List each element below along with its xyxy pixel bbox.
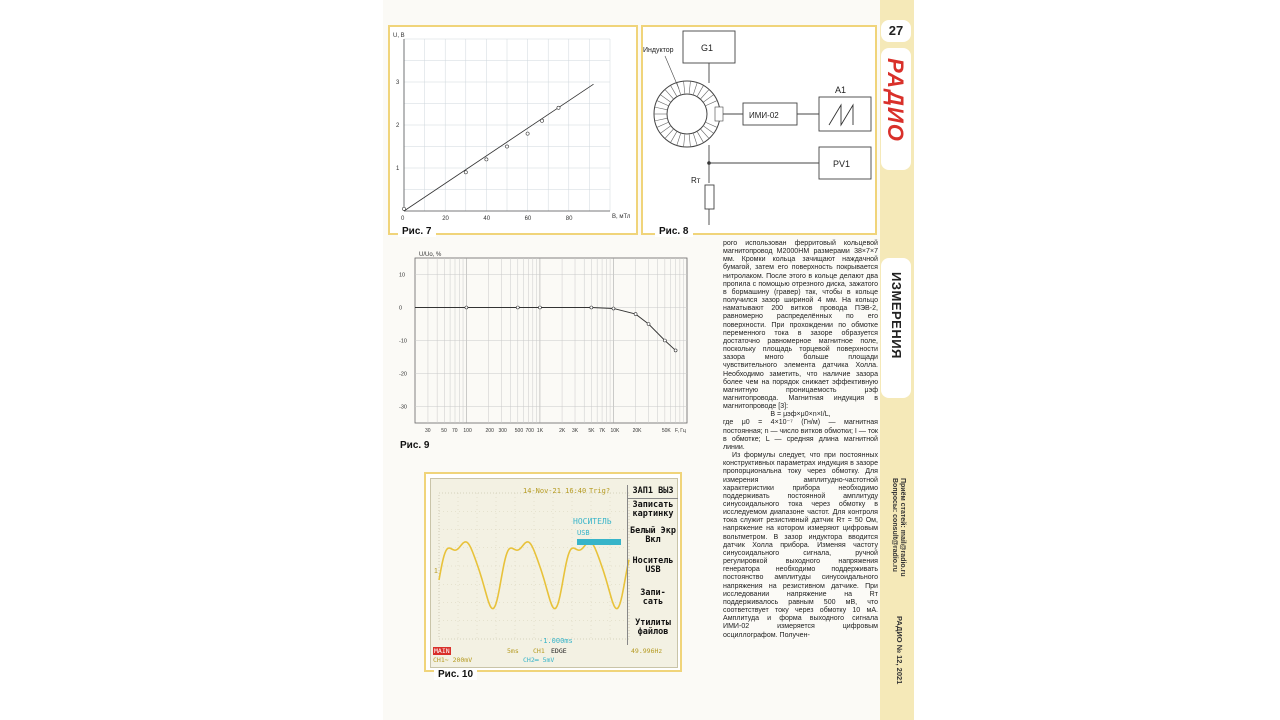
winding-turn [700, 129, 709, 139]
winding-turn [671, 85, 678, 96]
rt-resistor [705, 185, 714, 209]
fig7-point [485, 158, 488, 161]
winding-turn [693, 83, 697, 95]
winding-turn [657, 101, 669, 106]
side-stripe [880, 0, 914, 720]
fig10-caption: Рис. 10 [434, 669, 477, 680]
osc-menu-save-picture-l1: Записать [632, 500, 674, 510]
section-badge [881, 258, 911, 398]
fig9-caption: Рис. 9 [400, 440, 430, 451]
fig7-y-tick: 1 [396, 166, 400, 172]
osc-ch2-scale: CH2═ 5mV [523, 656, 555, 664]
osc-menu-white-screen-l1: Белый Экр [629, 526, 677, 536]
inductor-label: Индуктор [643, 47, 674, 54]
issue-label: РАДИО № 12, 2021 [895, 616, 904, 685]
fig9-x-tick: 3K [572, 428, 579, 434]
osc-menu-write-l1: Запи- [640, 588, 666, 598]
fig9-point [647, 323, 650, 326]
fig9-x-tick: 700 [525, 428, 534, 434]
fig7-ylabel: U, В [393, 33, 405, 39]
osc-overlay-time: -1.000ms [539, 637, 573, 645]
osc-menu-write[interactable] [628, 589, 678, 607]
osc-edge: EDGE [551, 647, 567, 655]
winding-turn [660, 95, 671, 103]
fig7-point [540, 119, 543, 122]
fig9-point [465, 306, 468, 309]
osc-menu-save-picture-l2: картинку [632, 509, 674, 519]
fig7-x-tick: 40 [483, 216, 491, 222]
fig9-point [674, 349, 677, 352]
page-number-badge [881, 20, 911, 42]
fig9-x-tick: 7K [599, 428, 606, 434]
fig7-fit-line [404, 84, 594, 211]
fig9-x-tick: 5K [588, 428, 595, 434]
osc-trig: Trig? [589, 487, 611, 495]
winding-turn [671, 131, 678, 142]
fig9-point [516, 306, 519, 309]
fig7-point [464, 171, 467, 174]
winding-turn [684, 81, 685, 94]
winding-turn [657, 122, 669, 127]
fig8-circuit [643, 27, 875, 233]
osc-timebase: 5ms [507, 647, 519, 655]
fig7-point [402, 207, 405, 210]
fig9-y-tick: -30 [399, 404, 407, 411]
winding-turn [689, 134, 690, 147]
section-title: ИЗМЕРЕНИЯ [889, 272, 904, 359]
article-paragraph-1: рого использован ферритовый кольцевой магнитопровод М2000НМ размерами 38×7×7 мм. Кромки кольца зачищают наждачной бумагой, затем его поверхность покрывается нитролаком. После этого в кольце делают два пропила с помощью отрезного диска, зажатого в бормашину (гравер) так, чтобы в кольце получился зазор шириной 4 мм. На кольцо наматывают 200 витков провода ПЭВ-2, равномерно распределённых по его поверхности. При прохождении по обмотке переменного тока в зазоре образуется достаточно равномерное магнитное поле, поскольку площадь торцевой поверхности зазора много больше площади чувствительного элемента датчика Холла. Необходимо заметить, что наличие зазора более чем на порядок снижает эффективную магнитную проницаемость μэф магнитопровода. Магнитная индукция в магнитопроводе [3]: [723, 240, 878, 411]
fig9-x-tick: 20K [632, 428, 642, 434]
osc-trace-area [435, 487, 635, 647]
fig7-point [505, 145, 508, 148]
a1-block [819, 97, 871, 131]
fig9-x-tick: 30 [424, 428, 431, 434]
osc-menu-storage-l2: USB [645, 565, 661, 575]
osc-menu [627, 485, 678, 645]
a1-label: A1 [835, 85, 847, 95]
page-number: 27 [888, 23, 904, 38]
contact-line-1: Приём статей: mail@radio.ru [899, 478, 906, 577]
osc-bottom-bar [433, 647, 675, 665]
fig9-plot [395, 248, 695, 438]
osc-screen [430, 478, 678, 668]
fig9-x-tick: 200 [485, 428, 494, 434]
fig7-plot [390, 27, 636, 233]
winding-turn [697, 85, 704, 96]
osc-overlay-sub: USB [577, 529, 590, 537]
osc-channel-marker: 1 [434, 568, 438, 575]
winding-turn [693, 133, 697, 145]
osc-ch1-scale: CH1∼ 200mV [433, 656, 473, 664]
fig7-y-tick: 2 [396, 123, 400, 129]
fig9-x-tick: 50 [441, 428, 447, 434]
osc-menu-white-screen[interactable] [628, 527, 678, 545]
fig9-x-tick: 500 [514, 428, 524, 434]
winding-turn [705, 101, 717, 106]
osc-menu-file-utils-l2: файлов [637, 627, 669, 637]
article-paragraph-2: где μ0 = 4×10⁻⁷ (Гн/м) — магнитная постоянная; n — число витков обмотки; I — ток в обмотке; L — средняя длина магнитной линии. [723, 419, 878, 451]
article-text [723, 240, 878, 718]
imi-label: ИМИ-02 [749, 111, 779, 120]
osc-menu-title: ЗАП1 ВЫЗ [628, 487, 678, 499]
winding-turn [655, 107, 668, 110]
fig9-y-tick: 0 [399, 305, 403, 312]
winding-turn [705, 122, 717, 127]
osc-sine-trace [439, 542, 629, 609]
fig7-x-tick: 20 [442, 216, 449, 222]
fig9-x-tick: 2K [559, 428, 566, 434]
winding-turn [665, 129, 674, 139]
fig7-point [526, 132, 529, 135]
fig9-point [538, 306, 541, 309]
fig8-caption: Рис. 8 [655, 226, 693, 237]
figure-8 [641, 25, 877, 235]
fig7-x-tick: 60 [524, 216, 532, 222]
fig9-ylabel: U/Uo, % [419, 252, 442, 258]
article-paragraph-3: Из формулы следует, что при постоянных конструктивных параметрах индукция в зазоре пропорциональна току через обмотку. Для измерения амплитудно-частотной характеристики прибора необходимо поддерживать постоянной амплитуду синусоидального тока через обмотку в исследуемом диапазоне частот. Для контроля тока служит резистивный датчик Rт = 50 Ом, напряжение на котором измеряют цифровым вольтметром. В зазор индуктора вводится датчик Холла прибора. Изменяя частоту синусоидального сигнала, ручной регулировкой выходного напряжения генератора необходимо поддерживать постоянство амплитуды синусоидального напряжения на резистивном датчике. При исследовании напряжение на Rт поддерживалось равным 500 мВ, что соответствует току через обмотку 10 мА. Амплитуда и форма выходного сигнала ИМИ-02 измеряется цифровым осциллографом. Получен- [723, 452, 878, 639]
fig7-caption: Рис. 7 [398, 226, 436, 237]
article-formula: B = μэф×μ0×n×I/L, [770, 411, 831, 419]
winding-turn [655, 118, 668, 121]
winding-turn [689, 81, 690, 94]
figure-10 [424, 472, 682, 672]
fig9-x-tick: 300 [498, 428, 507, 434]
winding-turn [703, 126, 714, 134]
fig7-point [557, 106, 560, 109]
fig9-xlabel: F, Гц [675, 428, 686, 434]
fig7-x-tick: 0 [401, 216, 405, 222]
fig9-point [663, 339, 666, 342]
fig9-x-tick: 1K [536, 428, 544, 434]
winding-turn [677, 83, 681, 95]
logo-badge [881, 48, 911, 170]
osc-progress-bar [577, 539, 621, 545]
winding-turn [700, 89, 709, 99]
fig7-y-tick: 3 [396, 80, 400, 86]
osc-menu-storage-l1: Носитель [632, 556, 674, 566]
osc-menu-file-utils-l1: Утилиты [635, 618, 671, 628]
fig9-x-tick: 50K [661, 428, 671, 434]
winding-turn [677, 133, 681, 145]
fig9-point [590, 306, 593, 309]
fig9-y-tick: -20 [399, 371, 407, 378]
fig9-y-tick: 10 [399, 272, 406, 279]
contact-line-2: Вопросы: consult@radio.ru [891, 478, 898, 572]
osc-menu-white-screen-l2: Вкл [645, 535, 661, 545]
osc-menu-storage[interactable] [628, 557, 678, 575]
fig9-x-tick: 100 [463, 428, 472, 434]
osc-overlay-title: НОСИТЕЛЬ [573, 517, 612, 526]
fig9-y-tick: -10 [399, 338, 407, 345]
winding-turn [665, 89, 674, 99]
fig9-x-tick: 70 [452, 428, 458, 434]
g1-label: G1 [701, 43, 714, 53]
osc-menu-save-picture[interactable] [628, 501, 678, 519]
osc-main-label: MAIN [434, 647, 450, 655]
osc-menu-file-utils[interactable] [628, 619, 678, 637]
pv1-label: PV1 [833, 159, 851, 169]
rt-label: Rт [691, 176, 701, 185]
winding-turn [703, 95, 714, 103]
fig9-point [634, 313, 637, 316]
winding-turn [660, 126, 671, 134]
osc-ch1-label: CH1 [533, 647, 545, 655]
figure-7 [388, 25, 638, 235]
fig7-x-tick: 80 [565, 216, 573, 222]
winding-turn [697, 131, 704, 142]
winding-turn [684, 134, 685, 147]
figure-9 [395, 248, 695, 438]
magazine-logo: РАДИО [883, 58, 908, 142]
fig9-point [612, 307, 615, 310]
osc-menu-write-l2: сать [642, 597, 664, 607]
fig7-xlabel: B, мТл [612, 214, 631, 220]
fig9-x-tick: 10K [610, 428, 620, 434]
osc-frequency: 49.996Hz [631, 647, 663, 655]
osc-top-status: 14-Nov-21 16:40 [523, 487, 587, 495]
